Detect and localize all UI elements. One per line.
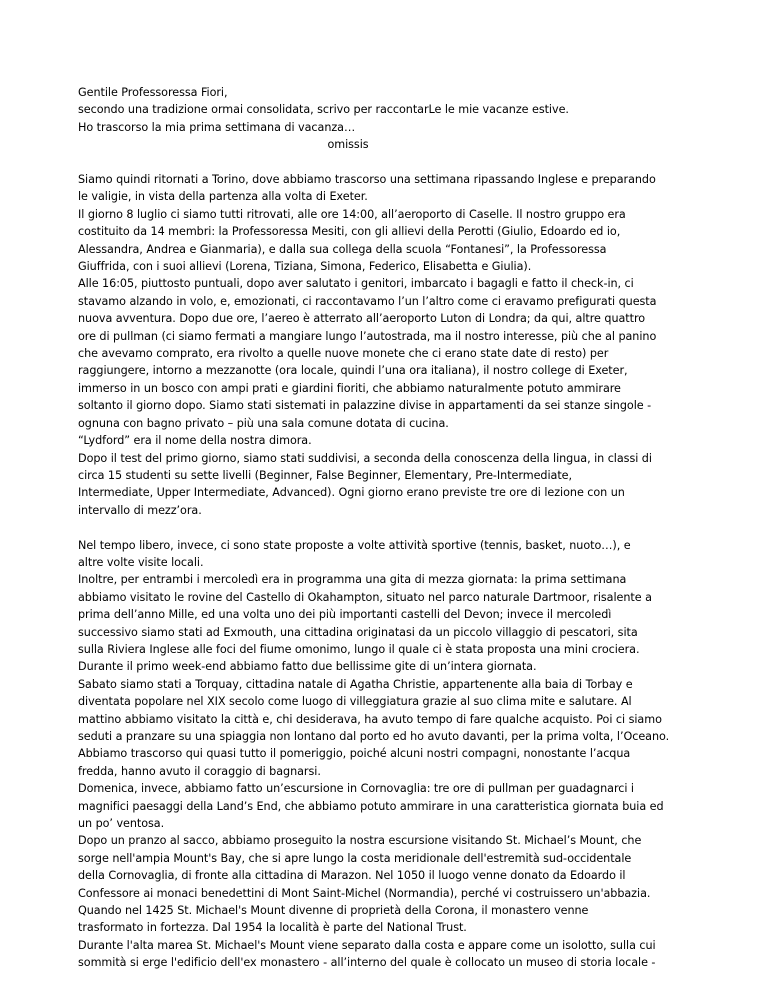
text-line: un po’ ventosa.	[78, 817, 165, 831]
text-line: sorge nell'ampia Mount's Bay, che si apre lungo la costa meridionale dell'estremità sud-occidentale	[78, 851, 632, 865]
text-line: seduti a pranzare su una spiaggia non lontano dal porto ed ho avuto davanti, per la prima volta, l’Oceano.	[78, 730, 670, 743]
intro-line: secondo una tradizione ormai consolidata, scrivo per raccontarLe le mie vacanze estive.	[78, 103, 569, 117]
text-line: Nel tempo libero, invece, ci sono state proposte a volte attività sportive (tennis, basket, nuoto…), e	[78, 538, 631, 552]
text-line: circa 15 studenti su sette livelli (Beginner, False Beginner, Elementary, Pre-Intermediate,	[78, 468, 573, 482]
text-line: le valigie, in vista della partenza alla volta di Exeter.	[78, 190, 368, 204]
text-line: “Lydford” era il nome della nostra dimora.	[78, 434, 312, 448]
text-line: Abbiamo trascorso qui quasi tutto il pomeriggio, poiché alcuni nostri compagni, nonostante l’acqua	[78, 747, 631, 761]
text-line: altre volte visite locali.	[78, 555, 204, 569]
text-line: nuova avventura. Dopo due ore, l’aereo è atterrato all’aeroporto Luton di Londra; da qui, altre quattro	[78, 312, 646, 326]
text-line: Domenica, invece, abbiamo fatto un’escursione in Cornovaglia: tre ore di pullman per guadagnarci i	[78, 782, 634, 796]
text-line: mattino abbiamo visitato la città e, chi desiderava, ha avuto tempo di fare qualche acquisto. Poi ci siamo	[78, 712, 662, 726]
text-line: Confessore ai monaci benedettini di Mont Saint-Michel (Normandia), perché vi costruissero un'abbazia.	[78, 886, 651, 900]
text-line: della Cornovaglia, di fronte alla cittadina di Marazon. Nel 1050 il luogo venne donato da Edoardo il	[78, 869, 626, 883]
text-line: Durante il primo week-end abbiamo fatto due bellissime gite di un’intera giornata.	[78, 660, 537, 674]
text-line: immerso in un bosco con ampi prati e giardini fioriti, che abbiamo naturalmente potuto ammirare	[78, 381, 621, 395]
text-line: stavamo alzando in volo, e, emozionati, ci raccontavamo l’un l’altro come ci eravamo prefigurati questa	[78, 294, 657, 308]
text-line: che avevamo comprato, era rivolto a quelle nuove monete che ci erano state date di resto) per	[78, 347, 609, 361]
text-line: Inoltre, per entrambi i mercoledì era in programma una gita di mezza giornata: la prima settimana	[78, 573, 627, 587]
text-line: raggiungere, intorno a mezzanotte (ora locale, quindi l’una ora italiana), il nostro college di Exeter,	[78, 364, 628, 378]
intro-line: Ho trascorso la mia prima settimana di vacanza…	[78, 120, 356, 134]
text-line: intervallo di mezz’ora.	[78, 503, 202, 517]
letter-document	[78, 84, 718, 972]
text-line: magnifici paesaggi della Land’s End, che abbiamo potuto ammirare in una caratteristica giornata buia ed	[78, 799, 664, 813]
text-line: Il giorno 8 luglio ci siamo tutti ritrovati, alle ore 14:00, all’aeroporto di Caselle. Il nostro gruppo era	[78, 207, 626, 221]
text-line: Alessandra, Andrea e Gianmaria), e dalla sua collega della scuola “Fontanesi”, la Professoressa	[78, 242, 607, 256]
omissis-note: omissis	[327, 138, 369, 152]
text-line: diventata popolare nel XIX secolo come luogo di villeggiatura grazie al suo clima mite e salutare. Al	[78, 695, 632, 709]
text-line: Siamo quindi ritornati a Torino, dove abbiamo trascorso una settimana ripassando Inglese e preparando	[78, 173, 656, 187]
text-line: ognuna con bagno privato – più una sala comune dotata di cucina.	[78, 416, 449, 430]
text-line: Dopo il test del primo giorno, siamo stati suddivisi, a seconda della conoscenza della lingua, in classi di	[78, 451, 652, 465]
text-line: Dopo un pranzo al sacco, abbiamo proseguito la nostra escursione visitando St. Michael’s Mount, che	[78, 834, 642, 848]
text-line: Quando nel 1425 St. Michael's Mount divenne di proprietà della Corona, il monastero venne	[78, 904, 589, 918]
text-line: Alle 16:05, piuttosto puntuali, dopo aver salutato i genitori, imbarcato i bagagli e fatto il check-in, ci	[78, 277, 634, 291]
text-line: fredda, hanno avuto il coraggio di bagnarsi.	[78, 764, 321, 778]
text-line: Giuffrida, con i suoi allievi (Lorena, Tiziana, Simona, Federico, Elisabetta e Giulia).	[78, 260, 532, 274]
text-line: prima dell’anno Mille, ed una volta uno dei più importanti castelli del Devon; invece il mercoledì	[78, 608, 612, 622]
text-line: costituito da 14 membri: la Professoressa Mesiti, con gli allievi della Perotti (Giulio, Edoardo ed io,	[78, 225, 621, 239]
text-line: abbiamo visitato le rovine del Castello di Okahampton, situato nel parco naturale Dartmoor, risalente a	[78, 590, 652, 604]
text-line: Durante l'alta marea St. Michael's Mount viene separato dalla costa e appare come un isolotto, sulla cui	[78, 938, 656, 952]
text-line: trasformato in fortezza. Dal 1954 la località è parte del National Trust.	[78, 921, 467, 935]
salutation-line: Gentile Professoressa Fiori,	[78, 86, 228, 99]
text-line: Intermediate, Upper Intermediate, Advanced). Ogni giorno erano previste tre ore di lezione con un	[78, 486, 625, 500]
paragraph-gap	[78, 519, 718, 536]
text-line: successivo siamo stati ad Exmouth, una cittadina originatasi da un piccolo villaggio di pescatori, sita	[78, 625, 638, 639]
letter-header	[78, 84, 718, 154]
paragraph-gap	[78, 154, 718, 171]
paragraph-exeter-trip	[78, 171, 718, 519]
text-line: sulla Riviera Inglese alle foci del fiume omonimo, lungo il quale ci è stata proposta una mini crociera.	[78, 642, 640, 656]
text-line: ore di pullman (ci siamo fermati a mangiare lungo l’autostrada, ma il nostro interesse, più che al panino	[78, 329, 657, 343]
text-line: soltanto il giorno dopo. Siamo stati sistemati in palazzine divise in appartamenti da sei stanze singole -	[78, 399, 652, 413]
text-line: Sabato siamo stati a Torquay, cittadina natale di Agatha Christie, appartenente alla baia di Torbay e	[78, 677, 633, 691]
paragraph-free-time	[78, 537, 718, 972]
text-line: sommità si erge l'edificio dell'ex monastero - all’interno del quale è collocato un museo di storia locale -	[78, 956, 656, 970]
